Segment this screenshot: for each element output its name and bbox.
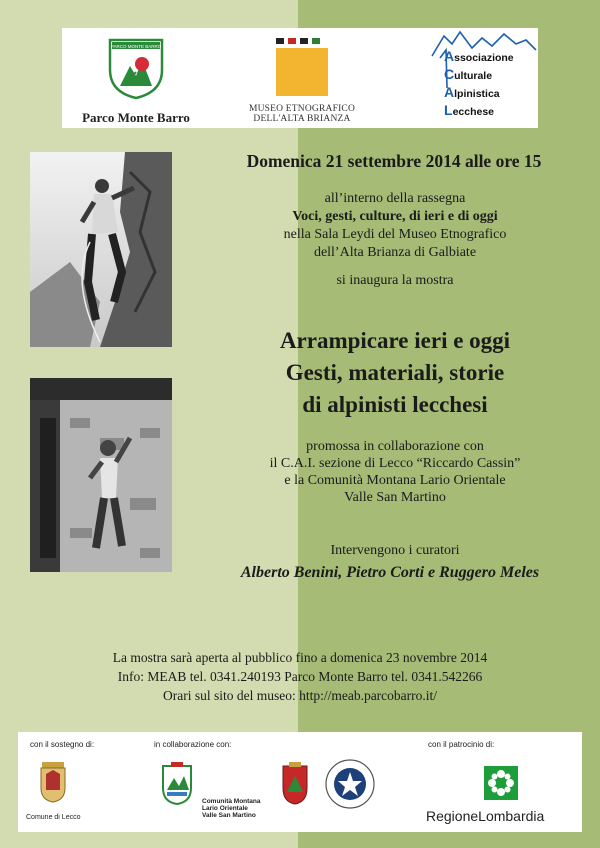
- comunita-montana-crest-icon: [160, 762, 194, 806]
- support-label: con il sostegno di:: [30, 740, 95, 749]
- lecco-label: Comune di Lecco: [26, 814, 81, 821]
- park-name: Parco Monte Barro: [82, 110, 190, 125]
- museum-mark-icon: [272, 36, 332, 98]
- title-line-1: Arrampicare ieri e oggi: [279, 328, 511, 353]
- promotion-text: [190, 438, 600, 506]
- cm-line-2: Lario Orientale: [202, 805, 248, 812]
- footer-line-1: La mostra sarà aperta al pubblico fino a domenica 23 novembre 2014: [112, 650, 488, 665]
- event-date: Domenica 21 settembre 2014 alle ore 15: [246, 151, 542, 171]
- park-shield-icon: [106, 36, 166, 100]
- acal-line-1: Associazione: [444, 48, 514, 64]
- speakers-names: Alberto Benini, Pietro Corti e Ruggero Meles: [240, 564, 540, 581]
- event-intro: [190, 190, 600, 290]
- svg-text:PARCO MONTE BARRO: PARCO MONTE BARRO: [110, 44, 162, 49]
- climber-photo-2: [30, 378, 172, 572]
- footer-line-2: Info: MEAB tel. 0341.240193 Parco Monte Barro tel. 0341.542266: [117, 669, 483, 684]
- intro-line-3: nella Sala Leydi del Museo Etnografico: [283, 227, 507, 242]
- lecco-crest-icon: [38, 760, 68, 804]
- climber-photo-1: [30, 152, 172, 347]
- patron-label: con il patrocinio di:: [428, 740, 495, 749]
- cm-line-3: Valle San Martino: [202, 812, 256, 819]
- sponsor-strip: [18, 732, 582, 832]
- museum-name-line1: MUSEO ETNOGRAFICO: [248, 104, 356, 114]
- acal-line-4: Lecchese: [444, 102, 495, 118]
- museum-name-line2: DELL'ALTA BRIANZA: [253, 114, 351, 124]
- series-name: Voci, gesti, culture, di ieri e di oggi: [292, 209, 498, 224]
- intro-line-5: si inaugura la mostra: [336, 273, 454, 288]
- acal-line-3: Alpinistica: [444, 84, 500, 100]
- acal-line-2: Culturale: [444, 66, 493, 82]
- promo-line-4: Valle San Martino: [344, 490, 446, 505]
- promo-line-3: e la Comunità Montana Lario Orientale: [284, 473, 506, 488]
- promo-line-1: promossa in collaborazione con: [306, 439, 484, 454]
- collab-label: in collaborazione con:: [154, 740, 232, 749]
- cm-line-1: Comunità Montana: [202, 798, 261, 805]
- speakers-label: Intervengono i curatori: [330, 543, 460, 558]
- region-word-2: Lombardia: [478, 808, 545, 824]
- museo-etnografico-logo: [232, 34, 372, 124]
- cai-lecco-badge-icon: [324, 758, 376, 810]
- region-word-1: Regione: [426, 808, 479, 824]
- title-line-3: di alpinisti lecchesi: [302, 392, 488, 417]
- acal-logo: [430, 28, 538, 128]
- footer-info: [0, 648, 600, 705]
- comunita-montana-label: [202, 798, 261, 819]
- exhibition-title: [190, 325, 600, 421]
- regione-lombardia-label: [426, 808, 544, 824]
- footer-line-3: Orari sul sito del museo: http://meab.parcobarro.it/: [162, 688, 438, 703]
- parco-monte-barro-logo: [68, 34, 204, 124]
- title-line-2: Gesti, materiali, storie: [285, 360, 505, 385]
- museum-name: [232, 104, 372, 124]
- logo-header: [62, 28, 538, 128]
- intro-line-1: all’interno della rassegna: [324, 191, 466, 206]
- promo-line-2: il C.A.I. sezione di Lecco “Riccardo Cassin”: [269, 456, 521, 471]
- lombardia-rose-icon: [484, 766, 518, 800]
- valle-san-martino-crest-icon: [280, 762, 310, 806]
- intro-line-4: dell’Alta Brianza di Galbiate: [313, 245, 477, 260]
